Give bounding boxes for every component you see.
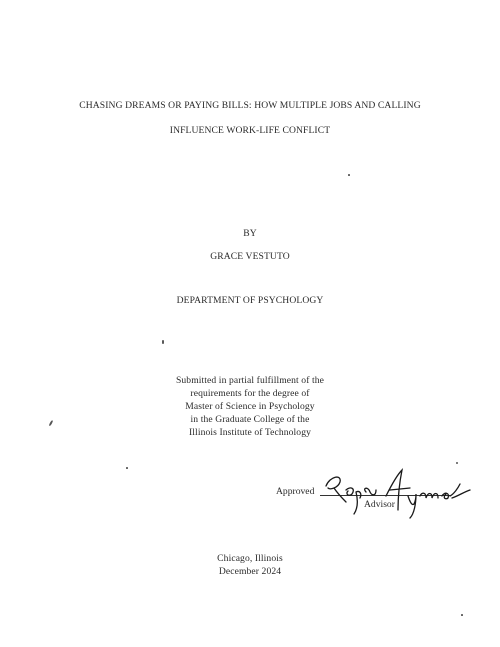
scan-speck	[126, 467, 128, 469]
approved-label: Approved	[276, 486, 315, 497]
submission-line-2: requirements for the degree of	[190, 388, 310, 399]
scan-speck	[162, 340, 164, 344]
department-name: DEPARTMENT OF PSYCHOLOGY	[176, 295, 324, 306]
advisor-signature	[312, 466, 482, 524]
submission-line-5: Illinois Institute of Technology	[189, 427, 311, 438]
author-name: GRACE VESTUTO	[210, 251, 290, 262]
submission-line-3: Master of Science in Psychology	[185, 401, 315, 412]
submission-line-4: in the Graduate College of the	[190, 414, 310, 425]
scan-speck	[456, 462, 458, 464]
date: December 2024	[218, 566, 282, 577]
advisor-label: Advisor	[364, 499, 395, 510]
scan-speck	[348, 174, 350, 176]
thesis-title-line-2: INFLUENCE WORK-LIFE CONFLICT	[169, 125, 331, 136]
scan-speck	[461, 614, 463, 616]
place: Chicago, Illinois	[217, 553, 283, 564]
by-label: BY	[243, 228, 257, 239]
thesis-title-line-1: CHASING DREAMS OR PAYING BILLS: HOW MULTIPLE JOBS AND CALLING	[79, 100, 421, 111]
approval-block	[276, 466, 476, 526]
submission-line-1: Submitted in partial fulfillment of the	[175, 375, 325, 386]
